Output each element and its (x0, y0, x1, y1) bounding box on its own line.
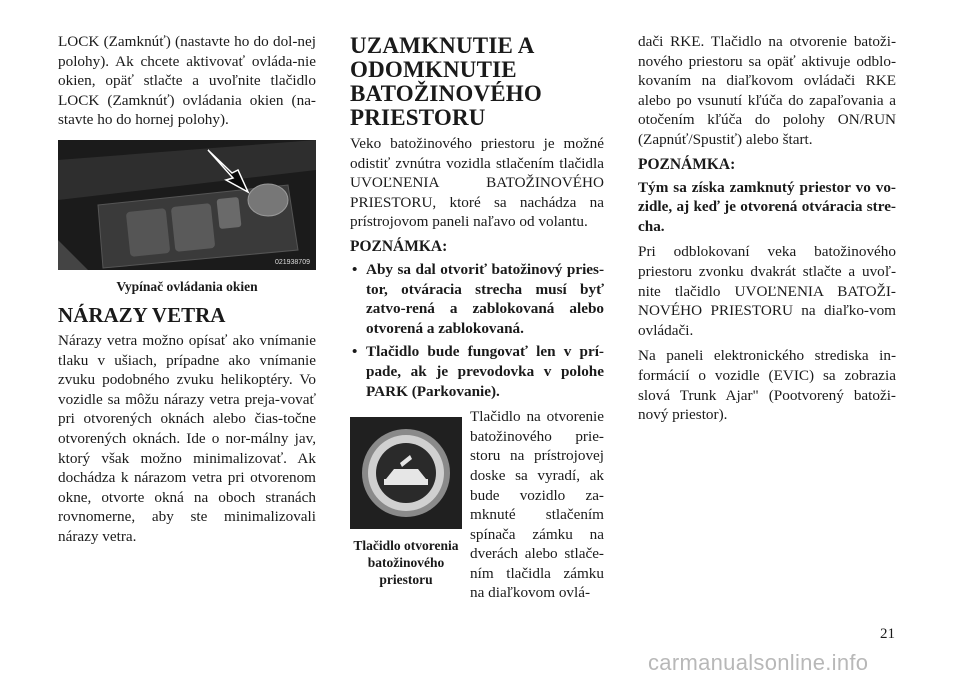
trunk-button-block (350, 407, 604, 603)
column-middle (350, 32, 604, 603)
intro-paragraph: LOCK (Zamknúť) (nastavte ho do dol-nej polohy). Ak chcete aktivovať ovláda-nie okien, opäť stlačte a uvoľnite tlačidlo LOCK (Zamknúť) ovládania okien (na-stavte ho do hornej polohy). (58, 33, 316, 129)
list-item: • Aby sa dal otvoriť batožinový pries-tor, otváracia strecha musí byť zatvo-rená a zablokovaná alebo otvorená a zablokovaná. (352, 260, 604, 337)
footer-watermark: carmanualsonline.info (648, 650, 869, 675)
window-switch-illustration (58, 140, 316, 270)
wind-buffeting-paragraph: Nárazy vetra možno opísať ako vnímanie tlaku v ušiach, prípadne ako vnímanie zvuku podobného zvuku helikoptéry. Vo vozidle sa môžu nárazy vetra preja-vovať pri otvorených oknách alebo čias-točne otvorených oknách. Ide o nor-málny jav, ktorý však možno minimalizovať. Ak dochádza k nárazom vetra pri otvorenom okne, otvorte okná na oboch stranách rovnomerne, aby ste minimalizovali nárazy vetra. (58, 331, 316, 545)
bullet-symbol: • (352, 343, 358, 361)
trunk-float-text (470, 407, 604, 603)
note-text: Tým sa získa zamknutý priestor vo vo-zidle, aj keď je otvorená otváracia stre-cha. (638, 178, 896, 235)
rke-paragraph: dači RKE. Tlačidlo na otvorenie batoži-nového priestoru sa opäť aktivuje odblo-kovaním na diaľkovom ovládači RKE alebo po vsunutí kľúča do zapaľovania a otočením kľúča do polohy ON/RUN (Zapnúť/Spustiť) alebo štart. (638, 33, 896, 148)
section-heading-trunk: UZAMKNUTIE A ODOMKNUTIE BATOŽINOVÉHO PRIESTORU (350, 33, 542, 130)
note-list (350, 260, 604, 401)
column-left (58, 32, 316, 553)
trunk-button-figure (350, 407, 462, 603)
column-right (638, 32, 896, 431)
trunk-release-icon (350, 417, 462, 529)
bullet-symbol: • (352, 260, 358, 278)
note-heading: POZNÁMKA: (350, 237, 448, 255)
figure-caption: Vypínač ovládania okien (116, 278, 258, 294)
list-item: • Tlačidlo bude fungovať len v prí-pade, ak je prevodovka v polohe PARK (Parkovanie). (352, 343, 604, 400)
window-switch-figure (58, 140, 316, 270)
page-number: 21 (880, 626, 895, 642)
note-heading: POZNÁMKA: (638, 155, 736, 173)
section-heading-wind-buffeting: NÁRAZY VETRA (58, 302, 226, 327)
trunk-paragraph: Veko batožinového priestoru je možné odistiť zvnútra vozidla stlačením tlačidla UVOĽNENIA BATOŽINOVÉHO PRIESTORU, ktoré sa nachádza na prístrojovom paneli naľavo od volantu. (350, 135, 604, 231)
evic-paragraph: Na paneli elektronického strediska in-formácií o vozidle (EVIC) sa zobrazia slová Trunk Ajar" (Pootvorený batoži-nový priestor). (638, 347, 896, 424)
trunk-button-photo (350, 417, 462, 529)
float-paragraph: Tlačidlo na otvorenie batožinového prie-storu na prístrojovej doske sa vyradí, ak bude vozidlo za-mknuté stlačením spínača zámku na dverách alebo stlače-ním tlačidla zámku na diaľkovom ovlá- (470, 408, 604, 602)
figure-code: 021938709 (274, 258, 310, 266)
unlock-paragraph: Pri odblokovaní veka batožinového priestoru zvonku dvakrát stlačte a uvoľ-nite tlačidlo UVOĽNENIA BATOŽI-NOVÉHO PRIESTORU na diaľko-vom ovládači. (638, 243, 896, 339)
trunk-figure-caption: Tlačidlo otvorenia batožinového priestoru (353, 538, 459, 588)
